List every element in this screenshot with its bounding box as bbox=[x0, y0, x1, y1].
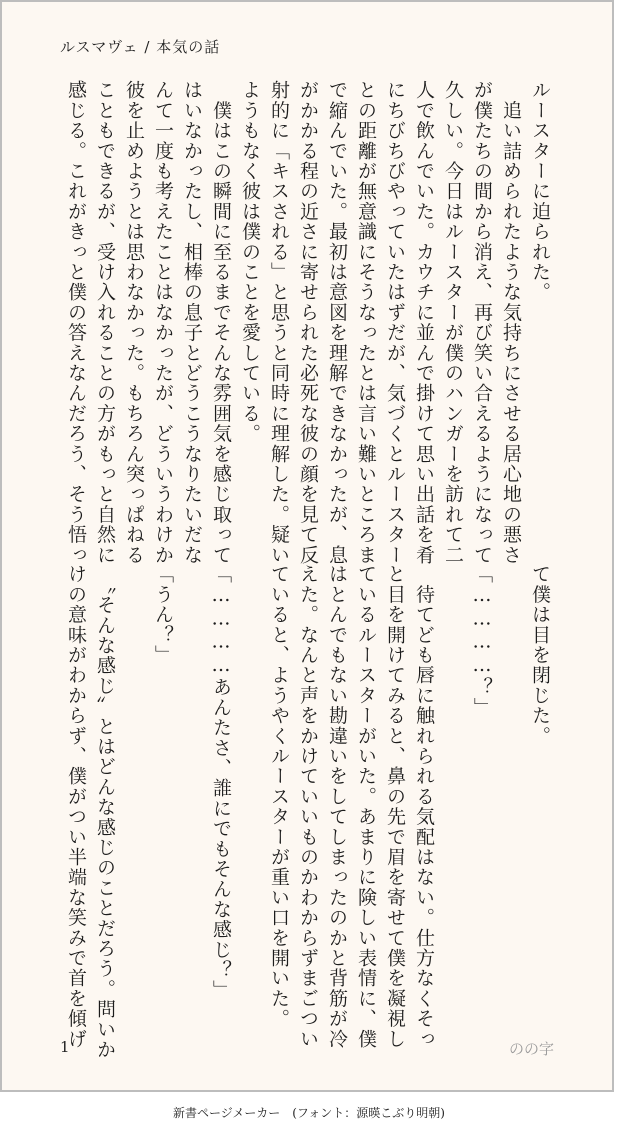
text-column: で縮んでいた。最初は意図を理解できなかったが、息 bbox=[326, 80, 348, 565]
text-column: が僕たちの間から消え、再び笑い合えるようになって bbox=[471, 80, 493, 565]
text-column bbox=[180, 564, 204, 1004]
text-column: 「うん？」 bbox=[152, 564, 174, 665]
text-column: はいなかったし、相棒の息子とどうこうなりたいだな bbox=[181, 80, 203, 565]
text-column bbox=[238, 564, 262, 1004]
text-column: はとんでもない勘違いをしてしまったのかと背筋が冷 bbox=[326, 564, 348, 1049]
page-number: 1 bbox=[60, 1038, 70, 1056]
text-column: 感じる。これがきっと僕の答えなんだろう、そう悟っ bbox=[65, 80, 87, 565]
text-column: ているルースターがいた。あまりに険しい表情に、僕 bbox=[355, 564, 377, 1049]
text-column: んて一度も考えたことはなかったが、どういうわけか bbox=[152, 80, 174, 565]
app-credit-footer: 新書ページメーカー (フォント：源暎こぶり明朝) bbox=[173, 1106, 445, 1120]
text-column bbox=[499, 564, 523, 1004]
text-column: がかかる程の近さに寄せられた必死な彼の顔を見て反 bbox=[297, 80, 319, 565]
text-column: 彼を止めようとは思わなかった。もちろん突っぱねる bbox=[123, 80, 145, 565]
author-name: のの字 bbox=[508, 1040, 554, 1058]
text-column: こともできるが、受け入れることの方がもっと自然に bbox=[94, 80, 116, 565]
text-column: にちびちびやっていたはずだが、気づくとルースター bbox=[384, 80, 406, 565]
text-column: との距離が無意識にそうなったとは言い難いところま bbox=[355, 80, 377, 565]
text-column: 「…………あんたさ、誰にでもそんな感じ？」 bbox=[210, 564, 232, 1001]
text-column: 〝そんな感じ〟とはどんな感じのことだろう。問いか bbox=[94, 564, 116, 1060]
text-column bbox=[441, 564, 465, 1004]
text-column: えた。なんと声をかけていいものかわからずまごつい bbox=[297, 564, 319, 1049]
text-column: ルースターに迫られた。 bbox=[529, 80, 551, 303]
running-header: ルスマヴェ / 本気の話 bbox=[60, 38, 221, 56]
text-column: と目を開けてみると、鼻の先で眉を寄せて僕を凝視し bbox=[384, 564, 406, 1049]
text-column: 僕はこの瞬間に至るまでそんな雰囲気を感じ取って bbox=[210, 80, 232, 565]
text-block-top bbox=[64, 80, 552, 565]
text-column: 「…………？」 bbox=[471, 564, 493, 718]
text-column: 射的に「キスされる」と思うと同時に理解した。疑い bbox=[268, 80, 290, 565]
text-column: て僕は目を閉じた。 bbox=[529, 564, 551, 746]
text-column: 人で飲んでいた。カウチに並んで掛けて思い出話を肴 bbox=[413, 80, 435, 565]
text-column: 久しい。今日はルースターが僕のハンガーを訪れて二 bbox=[442, 80, 464, 565]
text-column: ていると、ようやくルースターが重い口を開いた。 bbox=[268, 564, 290, 1029]
text-column: ようもなく彼は僕のことを愛している。 bbox=[239, 80, 261, 444]
text-column bbox=[122, 564, 146, 1004]
text-column: 待てども唇に触れられる気配はない。仕方なくそっ bbox=[413, 564, 435, 1049]
text-column: 追い詰められたような気持ちにさせる居心地の悪さ bbox=[500, 80, 522, 565]
text-column: けの意味がわからず、僕がつい半端な笑みで首を傾げ bbox=[65, 564, 87, 1049]
